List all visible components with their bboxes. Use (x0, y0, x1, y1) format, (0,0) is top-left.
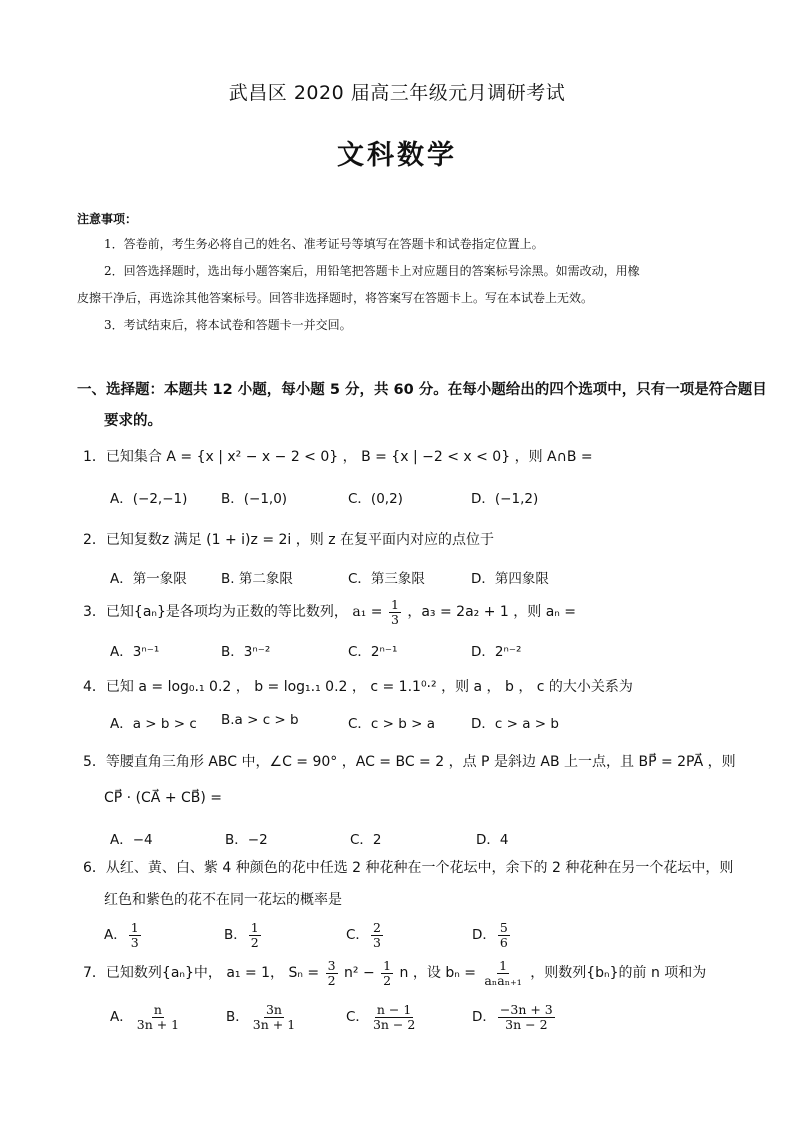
q6-option-a-fraction (129, 921, 141, 948)
q2-stem-a: 2．已知复数 (83, 532, 162, 548)
section-heading-cont: 要求的。 (104, 413, 162, 429)
note-2: 2．回答选择题时，选出每小题答案后，用铅笔把答题卡上对应题目的答案标号涂黑。如需改动，用橡 (104, 264, 640, 278)
q7-option-b (226, 998, 299, 1036)
q3-frac-num: 1 (390, 597, 399, 613)
question-5-line-2: CP⃗ · (CA⃗ + CB⃗) = (104, 790, 223, 806)
question-1-stem: 1．已知集合 A = {x | x² − x − 2 < 0} ， B = {x | −2 < x < 0} ，则 A∩B = (83, 449, 593, 465)
q7-fraction-3 (482, 959, 523, 986)
q7-f2-den: 2 (383, 972, 392, 988)
q6-b-num: 1 (250, 920, 259, 936)
q6-d-num: 5 (499, 920, 508, 936)
subject-title: 文科数学 (337, 140, 457, 171)
q7-d-num: −3n + 3 (499, 1002, 553, 1018)
q3-stem-a: 3．已知{aₙ}是各项均为正数的等比数列， (83, 604, 348, 620)
question-4-stem: 4．已知 a = log₀.₁ 0.2 ， b = log₁.₁ 0.2 ， c = 1.1⁰·² ，则 a ， b ， c 的大小关系为 (83, 679, 633, 695)
q1-option-b: B．(−1,0) (221, 491, 288, 507)
q6-c-num: 2 (372, 920, 381, 936)
q7-option-d-fraction (498, 1003, 555, 1030)
q6-option-b (224, 916, 263, 954)
q6-option-c-label: C． (346, 927, 369, 943)
q7-d-den: 3n − 2 (505, 1016, 548, 1032)
q1-option-d: D．(−1,2) (471, 491, 539, 507)
q7-fraction-1 (326, 959, 338, 986)
q7-option-b-fraction (251, 1003, 297, 1030)
q7-stem-a: 7．已知数列{aₙ}中， a₁ = 1， Sₙ = (83, 965, 320, 981)
q1-option-a: A．(−2,−1) (110, 491, 188, 507)
q6-b-den: 2 (250, 934, 259, 950)
q4-option-b: B.a > c > b (221, 712, 299, 728)
q3-option-c: C．2ⁿ⁻¹ (348, 644, 398, 660)
question-6-line-1: 6．从红、黄、白、紫 4 种颜色的花中任选 2 种花种在一个花坛中，余下的 2 种花种在另一个花坛中，则 (83, 860, 734, 876)
q5-option-b: B．−2 (225, 832, 268, 848)
q7-option-c-fraction (371, 1003, 417, 1030)
q7-stem-c: ，则数列{bₙ}的前 n 项和为 (530, 965, 707, 981)
note-1: 1．答卷前，考生务必将自己的姓名、准考证号等填写在答题卡和试卷指定位置上。 (104, 237, 544, 251)
q7-option-b-label: B． (226, 1009, 249, 1025)
q6-c-den: 3 (372, 934, 381, 950)
q7-f2-num: 1 (383, 958, 392, 974)
q3-frac-den: 3 (390, 611, 399, 627)
q3-fraction (389, 598, 401, 625)
q1-option-c: C．(0,2) (348, 491, 403, 507)
q6-option-d-label: D． (472, 927, 496, 943)
q7-c-den: 3n − 2 (372, 1016, 416, 1032)
q3-stem-b: ，a₃ = 2a₂ + 1 ，则 aₙ = (407, 604, 577, 620)
q7-a-den: 3n + 1 (136, 1016, 180, 1032)
notes-heading: 注意事项： (77, 212, 138, 226)
q7-stem-b: n ，设 bₙ = (399, 965, 476, 981)
q7-b-num: 3n (265, 1002, 282, 1018)
q2-option-a: A．第一象限 (110, 571, 187, 587)
q3-option-d: D．2ⁿ⁻² (471, 644, 522, 660)
q3-option-a: A．3ⁿ⁻¹ (110, 644, 160, 660)
q6-option-a-label: A． (104, 927, 127, 943)
q7-f3-num: 1 (499, 958, 508, 974)
q6-option-a (104, 916, 143, 954)
q6-option-b-label: B． (224, 927, 247, 943)
q4-option-c: C．c > b > a (348, 716, 435, 732)
q7-fraction-2 (381, 959, 393, 986)
q7-option-c-label: C． (346, 1009, 369, 1025)
note-3: 3．考试结束后，将本试卷和答题卡一并交回。 (104, 318, 352, 332)
note-2-cont: 皮擦干净后，再选涂其他答案标号。回答非选择题时，将答案写在答题卡上。写在本试卷上无效。 (77, 291, 594, 305)
q7-f1-num: 3 (327, 958, 336, 974)
question-7-stem (83, 954, 706, 992)
q7-f1-den: 2 (327, 972, 336, 988)
q6-d-den: 6 (499, 934, 508, 950)
q7-b-den: 3n + 1 (252, 1016, 296, 1032)
question-3-stem (83, 597, 576, 627)
q7-option-d-label: D． (472, 1009, 496, 1025)
q2-stem-b: z 满足 (1 + i)z = 2i ，则 z 在复平面内对应的点位于 (161, 532, 494, 548)
q3-option-b: B．3ⁿ⁻² (221, 644, 271, 660)
q2-option-b: B. 第二象限 (221, 571, 293, 587)
q2-option-c: C．第三象限 (348, 571, 425, 587)
q7-option-a-label: A． (110, 1009, 133, 1025)
q4-option-a: A．a > b > c (110, 716, 197, 732)
q6-option-c (346, 916, 385, 954)
q6-a-den: 3 (130, 934, 139, 950)
q7-a-num: n (153, 1002, 162, 1018)
q3-a1: a₁ = (352, 604, 383, 620)
question-2-stem (83, 529, 494, 549)
q7-c-num: n − 1 (376, 1002, 412, 1018)
q6-option-d (472, 916, 512, 954)
q5-option-c: C．2 (350, 832, 382, 848)
q6-option-b-fraction (249, 921, 261, 948)
question-5-line-1: 5．等腰直角三角形 ABC 中，∠C = 90° ，AC = BC = 2 ，点 P 是斜边 AB 上一点，且 BP⃗ = 2PA⃗ ，则 (83, 754, 736, 770)
q7-stem-mid: n² − (344, 965, 375, 981)
q2-option-d: D．第四象限 (471, 571, 549, 587)
section-heading: 一、选择题：本题共 12 小题，每小题 5 分，共 60 分。在每小题给出的四个选项中，只有一项是符合题目 (77, 382, 767, 398)
q6-option-c-fraction (371, 921, 383, 948)
question-6-line-2: 红色和紫色的花不在同一花坛的概率是 (104, 892, 342, 908)
exam-title: 武昌区 2020 届高三年级元月调研考试 (228, 82, 566, 104)
q7-option-a (110, 998, 183, 1036)
q5-option-d: D．4 (476, 832, 509, 848)
q7-option-d (472, 998, 557, 1036)
q5-option-a: A．−4 (110, 832, 153, 848)
q6-option-d-fraction (498, 921, 510, 948)
q7-option-a-fraction (135, 1003, 181, 1030)
q7-f3-den: aₙaₙ₊₁ (484, 972, 522, 988)
q4-option-d: D．c > a > b (471, 716, 559, 732)
q6-a-num: 1 (130, 920, 139, 936)
q7-option-c (346, 998, 419, 1036)
